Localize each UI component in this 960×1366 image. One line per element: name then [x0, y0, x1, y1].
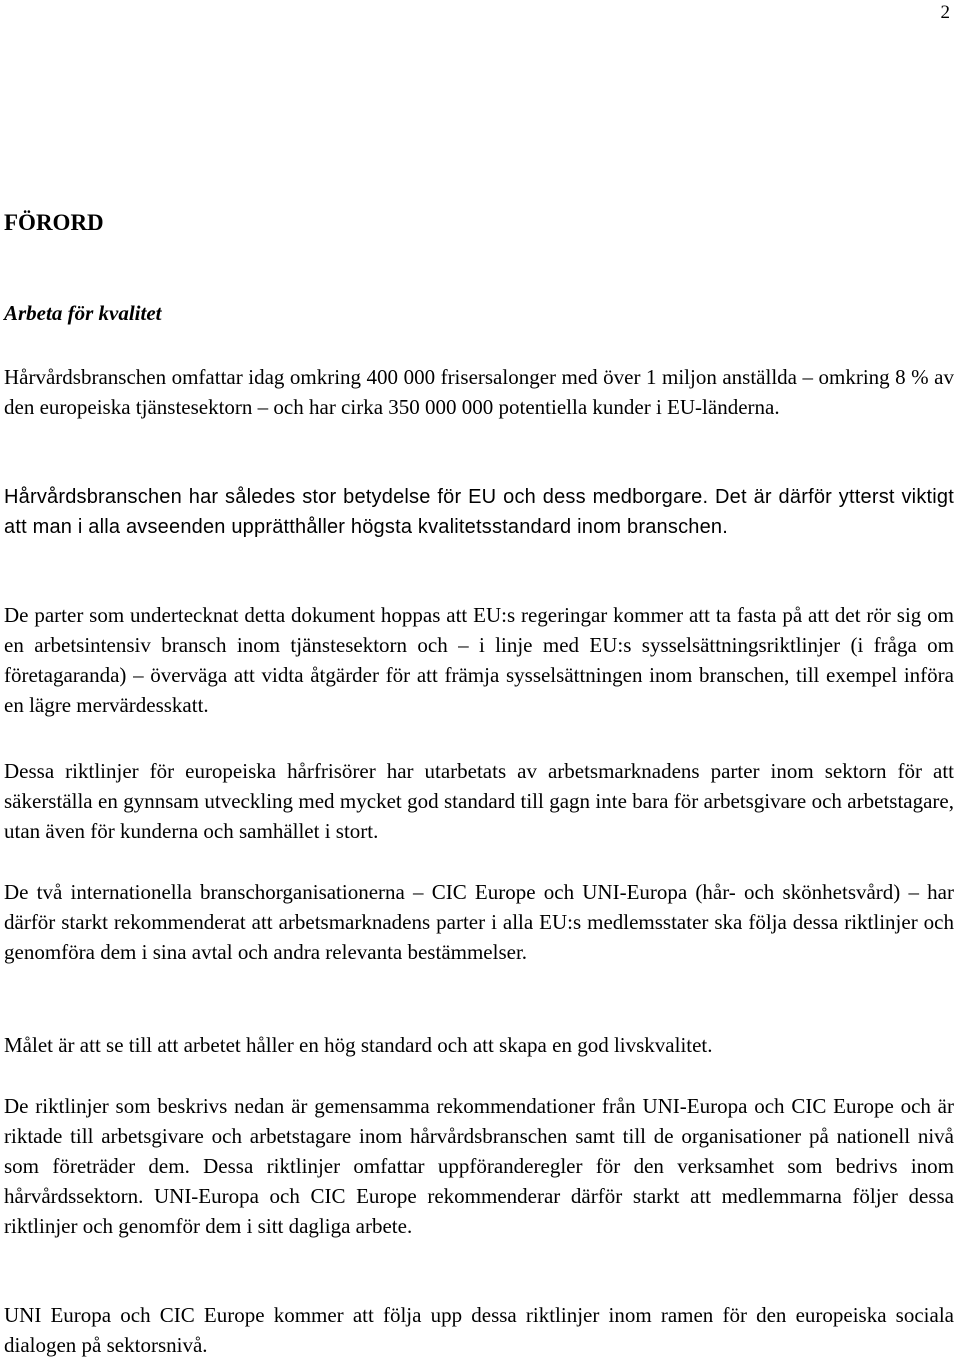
- paragraph-5: De två internationella branschorganisationerna – CIC Europe och UNI-Europa (hår- och skönhetsvård) – har därför starkt rekommenderat att arbetsmarknadens parter i alla EU:s medlemsstater ska följa dessa riktlinjer och genomföra dem i sina avtal och andra relevanta bestämmelser.: [4, 880, 954, 964]
- paragraph-2: Hårvårdsbranschen har således stor betydelse för EU och dess medborgare. Det är därför ytterst viktigt att man i alla avseenden upprätthåller högsta kvalitetsstandard inom branschen.: [4, 486, 954, 538]
- section-heading: FÖRORD: [4, 210, 104, 235]
- section-subheading: Arbeta för kvalitet: [4, 301, 162, 325]
- paragraph-3: De parter som undertecknat detta dokument hoppas att EU:s regeringar kommer att ta fasta på att det rör sig om en arbetsintensiv bransch inom tjänstesektorn och – i linje med EU:s sysselsättningsriktlinjer (i fråga om företagaranda) – överväga att vidta åtgärder för att främja sysselsättningen inom branschen, till exempel införa en lägre mervärdesskatt.: [4, 603, 954, 717]
- paragraph-8: UNI Europa och CIC Europe kommer att följa upp dessa riktlinjer inom ramen för den europeiska sociala dialogen på sektorsnivå.: [4, 1303, 954, 1357]
- page-number: 2: [940, 2, 950, 23]
- paragraph-6: Målet är att se till att arbetet håller en hög standard och att skapa en god livskvalitet.: [4, 1033, 713, 1057]
- paragraph-4: Dessa riktlinjer för europeiska hårfrisörer har utarbetats av arbetsmarknadens parter inom sektorn för att säkerställa en gynnsam utveckling med mycket god standard till gagn inte bara för arbetsgivare och arbetstagare, utan även för kunderna och samhället i stort.: [4, 759, 954, 843]
- paragraph-7: De riktlinjer som beskrivs nedan är gemensamma rekommendationer från UNI-Europa och CIC Europe och är riktade till arbetsgivare och arbetstagare inom hårvårdsbranschen samt till de organisationer på nationell nivå som företräder dem. Dessa riktlinjer omfattar uppföranderegler för den verksamhet som bedrivs inom hårvårdssektorn. UNI-Europa och CIC Europe rekommenderar därför starkt att medlemmarna följer dessa riktlinjer och genomför dem i sitt dagliga arbete.: [4, 1094, 954, 1238]
- paragraph-1: Hårvårdsbranschen omfattar idag omkring 400 000 frisersalonger med över 1 miljon anställda – omkring 8 % av den europeiska tjänstesektorn – och har cirka 350 000 000 potentiella kunder i EU-länderna.: [4, 365, 954, 419]
